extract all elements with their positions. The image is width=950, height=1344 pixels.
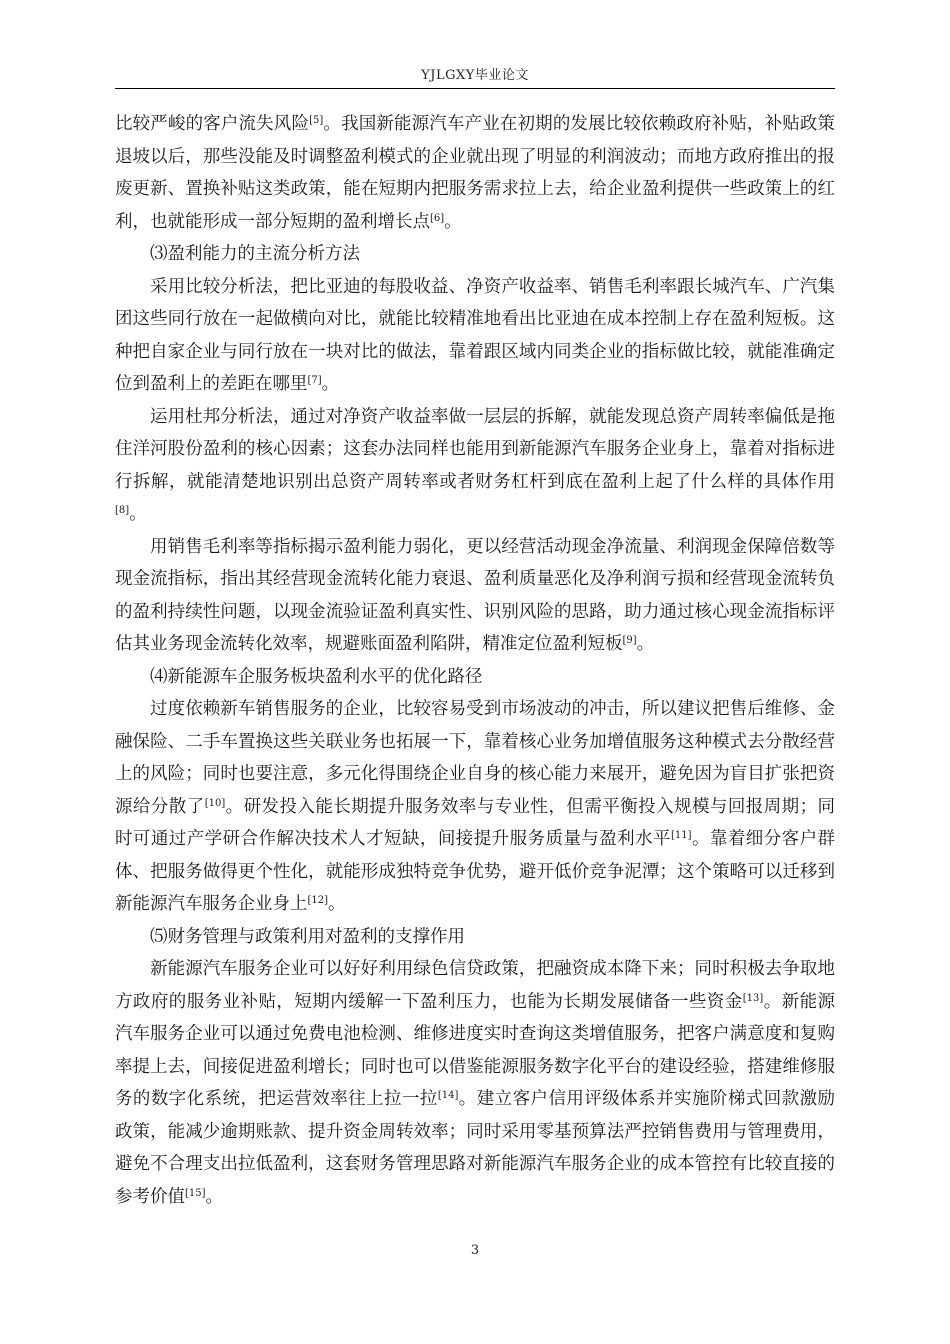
citation-ref: [7] xyxy=(307,375,322,386)
paragraph-text: 。 xyxy=(321,374,340,394)
running-header: YJLGXY毕业论文 xyxy=(421,68,529,83)
body-text xyxy=(115,108,835,1213)
page-number: 3 xyxy=(470,1243,480,1258)
citation-ref: [6] xyxy=(430,212,445,224)
paragraph-text: 。新能源汽车服务企业可以通过免费电池检测、维修进度实时查询这类增值服务，把客户满意度和复购率提上去，间接促进盈利增长；同时也可以借鉴能源服务数字化平台的建设经验，搭建维修服务的数字化系统，把运营效率往上拉一拉 xyxy=(115,991,836,1109)
header-rule xyxy=(115,88,835,89)
paragraph-text: 。 xyxy=(636,634,655,654)
paragraph-text: 采用比较分析法，把比亚迪的每股收益、净资产收益率、销售毛利率跟长城汽车、广汽集团这些同行放在一起做横向对比，就能比较精准地看出比亚迪在成本控制上存在盈利短板。这种把自家企业与同行放在一块对比的做法，靠着跟区域内同类企业的指标做比较，就能准确定位到盈利上的差距在哪里 xyxy=(115,276,835,394)
paragraph-text: 。 xyxy=(205,1186,224,1207)
paragraph-continuation xyxy=(115,108,835,238)
citation-ref: [8] xyxy=(115,505,130,516)
paragraph-text: 用销售毛利率等指标揭示盈利能力弱化，更以经营活动现金净流量、利润现金保障倍数等现金流指标，指出其经营现金流转化能力衰退、盈利质量恶化及净利润亏损和经营现金流转负的盈利持续性问题，以现金流验证盈利真实性、识别风险的思路，助力通过核心现金流指标评估其业务现金流转化效率，规避账面盈利陷阱，精准定位盈利短板 xyxy=(115,536,835,654)
heading-text: ⑷新能源车企服务板块盈利水平的优化路径 xyxy=(150,666,483,687)
paragraph xyxy=(115,693,835,921)
paragraph xyxy=(115,531,835,661)
heading-text: ⑸财务管理与政策利用对盈利的支撑作用 xyxy=(150,926,465,947)
citation-ref: [5] xyxy=(309,115,324,126)
paragraph-text: 过度依赖新车销售服务的企业，比较容易受到市场波动的冲击，所以建议把售后维修、金融保险、二手车置换这些关联业务也拓展一下，靠着核心业务加增值服务这种模式去分散经营上的风险；同时也要注意，多元化得围绕企业自身的核心能力来展开，避免因为盲目扩张把资源给分散了 xyxy=(115,699,835,817)
paragraph-text: 。 xyxy=(444,211,462,232)
paragraph-text: 。研发投入能长期提升服务效率与专业性，但需平衡投入规模与回报周期；同时可通过产学研合作解决技术人才短缺，间接提升服务质量与盈利水平 xyxy=(115,796,836,849)
paragraph-text: 。 xyxy=(328,894,346,914)
paragraph xyxy=(115,953,835,1213)
paragraph-text: 运用杜邦分析法，通过对净资产收益率做一层层的拆解，就能发现总资产周转率偏低是拖住洋河股份盈利的核心因素；这套办法同样也能用到新能源汽车服务企业身上，靠着对指标进行拆解，就能清楚地识别出总资产周转率或者财务杠杆到底在盈利上起了什么样的具体作用 xyxy=(115,406,835,492)
paragraph-text: 比较严峻的客户流失风险 xyxy=(115,114,310,134)
citation-ref: [11] xyxy=(671,830,692,841)
section-heading xyxy=(115,921,835,954)
citation-ref: [14] xyxy=(437,1090,459,1101)
citation-ref: [10] xyxy=(204,797,226,809)
paragraph-text: 。 xyxy=(129,504,147,524)
citation-ref: [12] xyxy=(307,895,329,906)
citation-ref: [13] xyxy=(742,992,764,1004)
paragraph xyxy=(115,271,835,401)
citation-ref: [9] xyxy=(622,635,637,646)
paragraph-text: 。建立客户信用评级体系并实施阶梯式回款激励政策，能减少逾期账款、提升资金周转效率；同时采用零基预算法严控销售费用与管理费用，避免不合理支出拉低盈利，这套财务管理思路对新能源汽车服务企业的成本管控有比较直接的参考价值 xyxy=(115,1089,836,1207)
section-heading xyxy=(115,661,835,694)
paragraph-text: 。靠着细分客户群体、把服务做得更个性化，就能形成独特竞争优势，避开低价竞争泥潭；这个策略可以迁移到新能源汽车服务企业身上 xyxy=(115,829,836,914)
heading-text: ⑶盈利能力的主流分析方法 xyxy=(150,244,360,264)
paragraph-text: 。我国新能源汽车产业在初期的发展比较依赖政府补贴，补贴政策退坡以后，那些没能及时调整盈利模式的企业就出现了明显的利润波动；而地方政府推出的报废更新、置换补贴这类政策，能在短期内把服务需求拉上去，给企业盈利提供一些政策上的红利，也就能形成一部分短期的盈利增长点 xyxy=(115,114,836,232)
paragraph xyxy=(115,401,835,531)
citation-ref: [15] xyxy=(185,1187,206,1199)
section-heading xyxy=(115,238,835,271)
paragraph-text: 新能源汽车服务企业可以好好利用绿色信贷政策，把融资成本降下来；同时积极去争取地方政府的服务业补贴，短期内缓解一下盈利压力，也能为长期发展储备一些资金 xyxy=(115,959,835,1012)
